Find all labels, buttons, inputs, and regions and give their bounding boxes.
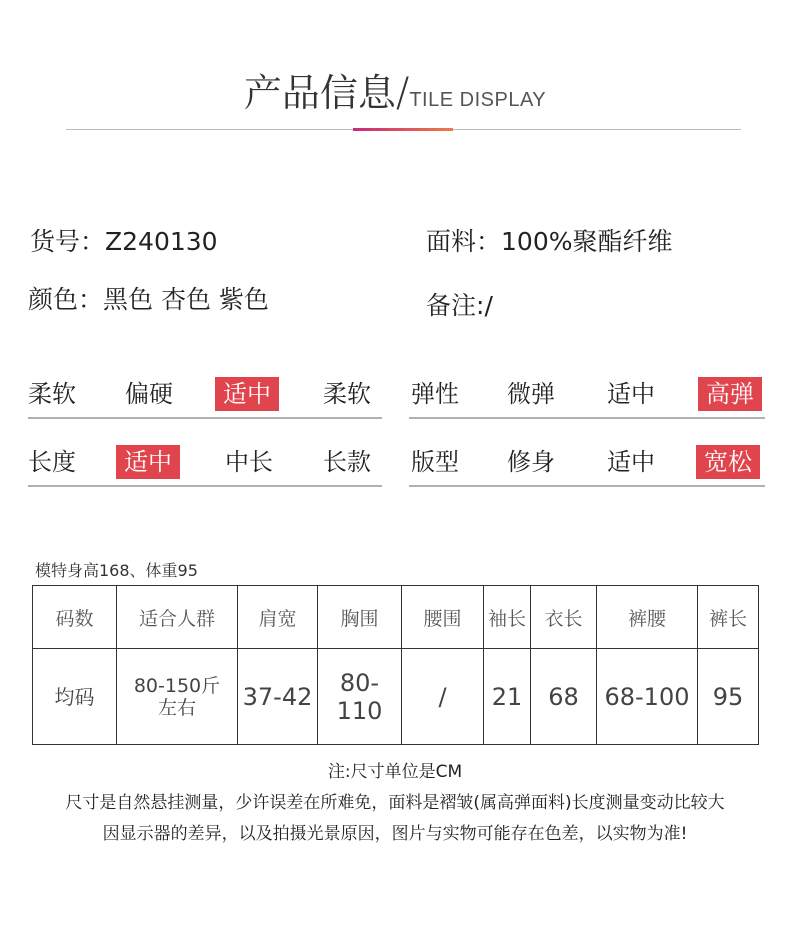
cell-crowd-line2: 左右 — [157, 696, 196, 719]
cell-pants-waist: 68-100 — [597, 649, 698, 745]
remark-label: 备注: — [426, 291, 485, 320]
fabric-label: 面料： — [426, 227, 502, 256]
cell-waist: / — [402, 649, 484, 745]
cell-size: 均码 — [33, 649, 117, 745]
header-length: 衣长 — [531, 586, 597, 649]
length-option-medium-selected: 适中 — [116, 445, 180, 479]
elasticity-label: 弹性 — [411, 380, 459, 408]
softness-underline — [28, 417, 382, 419]
softness-label: 柔软 — [28, 380, 76, 408]
size-table — [32, 585, 759, 745]
length-label: 长度 — [28, 448, 76, 476]
header-size: 码数 — [33, 586, 117, 649]
section-title — [0, 62, 790, 117]
size-table-row — [33, 649, 759, 745]
length-option-long: 长款 — [323, 448, 371, 476]
item-number-label: 货号： — [30, 227, 106, 256]
title-slash: / — [395, 70, 410, 116]
title-cn: 产品信息 — [243, 71, 396, 115]
fit-option-medium: 适中 — [607, 448, 655, 476]
fit-label: 版型 — [411, 448, 459, 476]
header-pants-waist: 裤腰 — [597, 586, 698, 649]
header-bust: 胸围 — [318, 586, 402, 649]
color-value: 黑色 杏色 紫色 — [103, 285, 269, 314]
elasticity-option-high-selected: 高弹 — [698, 377, 762, 411]
cell-sleeve: 21 — [484, 649, 531, 745]
cell-crowd-line1: 80-150斤 — [133, 674, 221, 697]
size-table-header-row — [33, 586, 759, 649]
fit-option-slim: 修身 — [507, 448, 555, 476]
elasticity-option-medium: 适中 — [607, 380, 655, 408]
model-note: 模特身高168、体重95 — [35, 561, 198, 580]
length-option-mid-long: 中长 — [225, 448, 273, 476]
fabric-value: 100%聚酯纤维 — [501, 227, 673, 256]
fit-underline — [409, 485, 765, 487]
length-underline — [28, 485, 382, 487]
header-sleeve: 袖长 — [484, 586, 531, 649]
fabric — [426, 222, 673, 258]
cell-length: 68 — [531, 649, 597, 745]
softness-option-hard: 偏硬 — [125, 380, 173, 408]
cell-pants-length: 95 — [698, 649, 759, 745]
color-difference-note: 因显示器的差异，以及拍摄光景原因，图片与实物可能存在色差，以实物为准! — [102, 824, 688, 844]
length-scale — [28, 437, 382, 487]
softness-scale — [28, 369, 382, 419]
fit-scale — [409, 437, 765, 487]
elasticity-underline — [409, 417, 765, 419]
color-label: 颜色： — [28, 285, 104, 314]
header-pants-length: 裤长 — [698, 586, 759, 649]
title-divider-accent — [353, 128, 453, 131]
colors — [28, 280, 269, 316]
header-crowd: 适合人群 — [117, 586, 238, 649]
unit-note: 注:尺寸单位是CM — [327, 762, 463, 782]
remark — [426, 286, 493, 322]
softness-option-soft: 柔软 — [323, 380, 371, 408]
cell-bust: 80-110 — [318, 649, 402, 745]
header-shoulder: 肩宽 — [238, 586, 318, 649]
cell-crowd — [117, 649, 238, 745]
header-waist: 腰围 — [402, 586, 484, 649]
elasticity-option-slight: 微弹 — [507, 380, 555, 408]
item-number — [30, 222, 218, 258]
cell-shoulder: 37-42 — [238, 649, 318, 745]
softness-option-medium-selected: 适中 — [215, 377, 279, 411]
item-number-value: Z240130 — [105, 227, 218, 256]
remark-value: / — [484, 291, 493, 320]
title-en: TILE DISPLAY — [409, 89, 547, 111]
fit-option-loose-selected: 宽松 — [696, 445, 760, 479]
measurement-note: 尺寸是自然悬挂测量，少许误差在所难免，面料是褶皱(属高弹面料)长度测量变动比较大 — [65, 793, 725, 813]
elasticity-scale — [409, 369, 765, 419]
